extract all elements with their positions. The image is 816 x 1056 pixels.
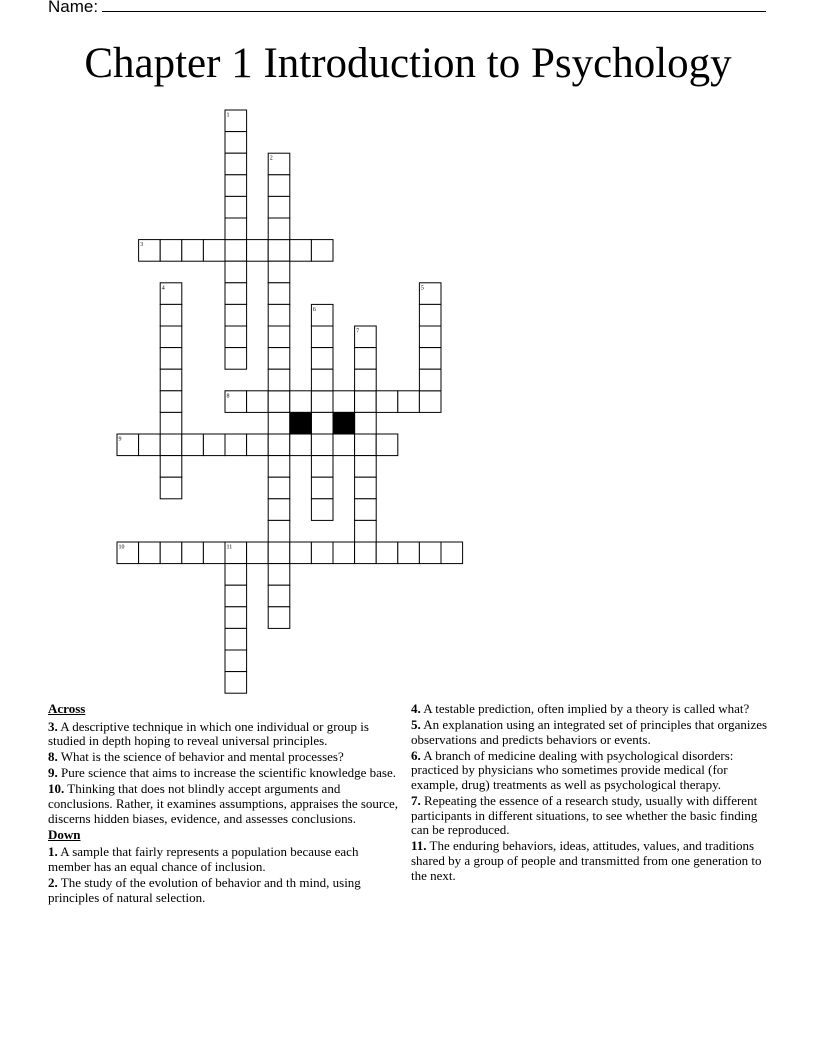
grid-cell[interactable]	[311, 326, 333, 348]
grid-cell[interactable]	[376, 542, 398, 564]
grid-cell[interactable]	[268, 304, 290, 326]
grid-cell[interactable]	[182, 434, 204, 456]
grid-cell[interactable]	[355, 456, 377, 478]
clue-item	[48, 750, 400, 765]
clue-text: Thinking that does not blindly accept arguments and conclusions. Rather, it examines assumptions, appraises the source, discerns hidden biases, evidence, and assesses conclusions.	[48, 781, 399, 826]
grid-cell[interactable]	[355, 348, 377, 370]
black-cell	[290, 412, 312, 434]
clue-number-label: 3.	[48, 718, 58, 734]
clue-number-label: 6.	[411, 747, 421, 763]
grid-cell[interactable]	[160, 240, 182, 262]
grid-cell[interactable]	[225, 650, 247, 672]
grid-cell[interactable]	[268, 196, 290, 218]
grid-cell[interactable]	[290, 240, 312, 262]
grid-cell[interactable]	[311, 542, 333, 564]
clue-item	[411, 749, 776, 793]
grid-cell[interactable]	[225, 304, 247, 326]
grid-cell[interactable]	[160, 456, 182, 478]
grid-cell[interactable]	[268, 348, 290, 370]
clue-number-label: 1.	[48, 844, 58, 860]
grid-cell[interactable]	[311, 240, 333, 262]
grid-cell[interactable]	[376, 391, 398, 413]
clue-item	[48, 845, 400, 874]
clue-number: 1	[226, 112, 230, 119]
grid-cell[interactable]	[139, 434, 161, 456]
grid-cell[interactable]	[225, 283, 247, 305]
grid-cell[interactable]	[355, 434, 377, 456]
name-label: Name:	[48, 0, 99, 16]
clue-text: What is the science of behavior and mental processes?	[57, 749, 344, 765]
clue-number: 7	[356, 328, 360, 335]
grid-cell[interactable]	[419, 348, 441, 370]
grid-cell[interactable]	[182, 240, 204, 262]
grid-cell[interactable]	[355, 369, 377, 391]
grid-cell[interactable]	[247, 391, 269, 413]
grid-cell[interactable]	[203, 434, 225, 456]
grid-cell[interactable]	[225, 240, 247, 262]
clue-number-label: 10.	[48, 781, 65, 797]
grid-cell[interactable]	[225, 175, 247, 197]
grid-cell[interactable]	[268, 456, 290, 478]
grid-cell[interactable]	[160, 369, 182, 391]
grid-cell[interactable]	[225, 585, 247, 607]
grid-cell[interactable]	[160, 477, 182, 499]
grid-cell[interactable]	[225, 564, 247, 586]
grid-cell[interactable]	[268, 218, 290, 240]
grid-cell[interactable]	[355, 477, 377, 499]
grid-cell[interactable]	[441, 542, 463, 564]
grid-cell[interactable]	[355, 391, 377, 413]
grid-cell[interactable]	[290, 434, 312, 456]
grid-cell[interactable]	[419, 326, 441, 348]
grid-cell[interactable]	[160, 304, 182, 326]
grid-cell[interactable]	[311, 456, 333, 478]
clue-text: A sample that fairly represents a population because each member has an equal chance of inclusion.	[48, 844, 359, 874]
grid-cell[interactable]	[268, 520, 290, 542]
clue-item	[48, 782, 400, 826]
grid-cell[interactable]	[247, 240, 269, 262]
grid-cell[interactable]	[160, 542, 182, 564]
grid-cell[interactable]	[376, 434, 398, 456]
grid-cell[interactable]	[311, 412, 333, 434]
grid-cell[interactable]	[225, 628, 247, 650]
grid-cell[interactable]	[355, 542, 377, 564]
clue-number-label: 11.	[411, 838, 427, 854]
clue-number-label: 7.	[411, 793, 421, 809]
grid-cell[interactable]	[225, 348, 247, 370]
grid-cell[interactable]	[268, 477, 290, 499]
clue-number: 9	[118, 436, 122, 443]
grid-cell[interactable]	[311, 391, 333, 413]
clue-number: 2	[269, 155, 273, 162]
clue-number-label: 5.	[411, 717, 421, 733]
grid-cell[interactable]	[247, 434, 269, 456]
grid-cell[interactable]	[311, 434, 333, 456]
clue-number-label: 4.	[411, 701, 421, 716]
clue-text: Pure science that aims to increase the scientific knowledge base.	[57, 765, 396, 781]
grid-cell[interactable]	[333, 391, 355, 413]
grid-cell[interactable]	[203, 542, 225, 564]
grid-cell[interactable]	[203, 240, 225, 262]
grid-cell[interactable]	[182, 542, 204, 564]
clue-number: 6	[312, 306, 316, 313]
grid-cell[interactable]	[225, 153, 247, 175]
grid-cell[interactable]	[268, 564, 290, 586]
grid-cell[interactable]	[290, 542, 312, 564]
grid-cell[interactable]	[268, 391, 290, 413]
clue-number: 4	[161, 285, 165, 292]
grid-cell[interactable]	[311, 348, 333, 370]
clue-text: A descriptive technique in which one individual or group is studied in depth hoping to reveal universal principles.	[48, 718, 369, 749]
clue-text: An explanation using an integrated set of principles that organizes observations and predicts behaviors or events.	[411, 717, 768, 747]
grid-cell[interactable]	[225, 261, 247, 283]
grid-cell[interactable]	[225, 434, 247, 456]
clue-heading: Across	[48, 701, 86, 716]
grid-cell[interactable]	[268, 434, 290, 456]
grid-cell[interactable]	[419, 304, 441, 326]
clue-item	[411, 794, 776, 838]
clue-text: A testable prediction, often implied by a theory is called what?	[420, 701, 750, 716]
grid-cell[interactable]	[398, 542, 420, 564]
grid-cell[interactable]	[160, 434, 182, 456]
grid-cell[interactable]	[268, 369, 290, 391]
clues-column-right	[411, 702, 776, 885]
clue-number-label: 9.	[48, 765, 58, 781]
grid-cell[interactable]	[268, 240, 290, 262]
clue-item	[48, 876, 400, 905]
grid-cell[interactable]	[225, 132, 247, 154]
clue-text: A branch of medicine dealing with psychological disorders: practiced by physicians who sometimes provide medical (for example, drug) treatments as well as psychological therapy.	[411, 747, 734, 792]
grid-cell[interactable]	[268, 175, 290, 197]
grid-cell[interactable]	[139, 542, 161, 564]
grid-cell[interactable]	[268, 412, 290, 434]
grid-cell[interactable]	[355, 520, 377, 542]
clue-item	[411, 718, 776, 747]
grid-cell[interactable]	[160, 326, 182, 348]
grid-cell[interactable]	[160, 348, 182, 370]
grid-cell[interactable]	[290, 391, 312, 413]
grid-cell[interactable]	[355, 499, 377, 521]
grid-cell[interactable]	[268, 585, 290, 607]
grid-cell[interactable]	[160, 412, 182, 434]
clue-item	[411, 702, 776, 717]
grid-cell[interactable]	[225, 326, 247, 348]
clue-text: The enduring behaviors, ideas, attitudes, values, and traditions shared by a group of people and transmitted from one generation to the next.	[411, 838, 762, 883]
grid-cell[interactable]	[225, 196, 247, 218]
grid-cell[interactable]	[247, 542, 269, 564]
grid-cell[interactable]	[225, 607, 247, 629]
grid-cell[interactable]	[333, 542, 355, 564]
clues-column-left	[48, 702, 400, 907]
grid-cell[interactable]	[268, 607, 290, 629]
clue-number: 3	[140, 242, 144, 249]
clue-number-label: 2.	[48, 875, 58, 891]
grid-cell[interactable]	[333, 434, 355, 456]
clue-heading: Down	[48, 826, 81, 842]
grid-cell[interactable]	[268, 283, 290, 305]
clue-text: The study of the evolution of behavior and th mind, using principles of natural selection.	[48, 875, 361, 905]
grid-cell[interactable]	[160, 391, 182, 413]
grid-cell[interactable]	[419, 391, 441, 413]
clue-number: 10	[118, 544, 125, 551]
grid-cell[interactable]	[398, 391, 420, 413]
grid-cell[interactable]	[225, 672, 247, 694]
grid-cell[interactable]	[268, 499, 290, 521]
grid-cell[interactable]	[268, 542, 290, 564]
grid-cell[interactable]	[268, 326, 290, 348]
clue-text: Repeating the essence of a research study, usually with different participants in different situations, to see whether the basic finding can be reproduced.	[411, 793, 758, 838]
grid-cell[interactable]	[311, 499, 333, 521]
clue-number: 11	[226, 544, 233, 551]
page-title: Chapter 1 Introduction to Psychology	[84, 40, 732, 87]
clue-number: 8	[226, 393, 230, 400]
clue-item	[48, 766, 400, 781]
grid-cell[interactable]	[268, 261, 290, 283]
clue-number: 5	[420, 285, 424, 292]
clue-item	[48, 720, 400, 749]
grid-cell[interactable]	[311, 369, 333, 391]
clue-number-label: 8.	[48, 749, 58, 765]
black-cell	[333, 412, 355, 434]
grid-cell[interactable]	[419, 369, 441, 391]
grid-cell[interactable]	[225, 218, 247, 240]
grid-cell[interactable]	[419, 542, 441, 564]
grid-cell[interactable]	[311, 477, 333, 499]
grid-cell[interactable]	[355, 412, 377, 434]
clue-item	[411, 839, 776, 883]
